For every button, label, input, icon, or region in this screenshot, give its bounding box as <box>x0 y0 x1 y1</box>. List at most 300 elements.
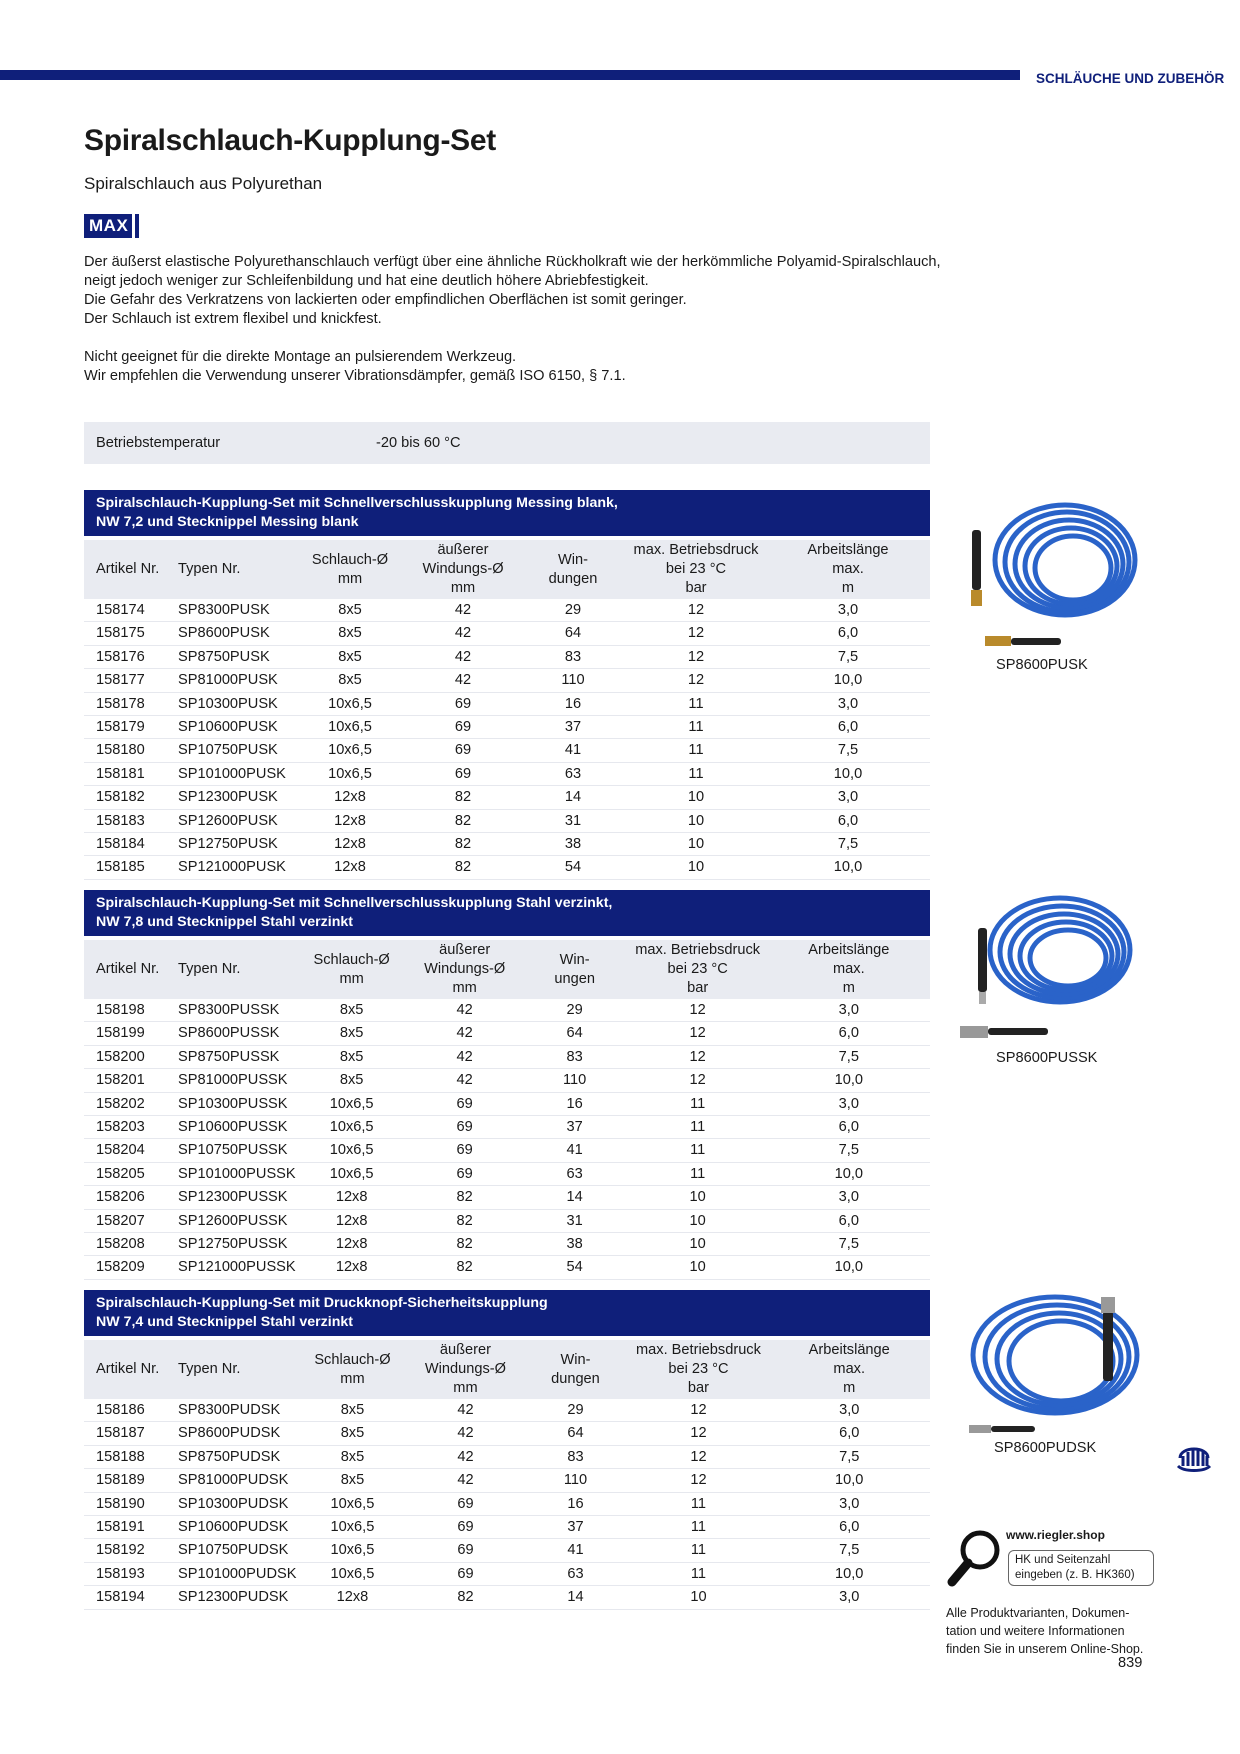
cell-art: 158203 <box>84 1116 168 1139</box>
cell-art: 158209 <box>84 1256 168 1279</box>
table-row <box>84 1209 930 1232</box>
cell-dia: 12x8 <box>294 786 406 809</box>
cell-win: 110 <box>520 669 626 692</box>
intro-text <box>84 253 944 386</box>
shop-url[interactable]: www.riegler.shop <box>1006 1528 1105 1542</box>
cell-win: 16 <box>522 1492 628 1515</box>
table-row <box>84 1539 930 1562</box>
table-row <box>84 1562 930 1585</box>
cell-win: 110 <box>522 1469 628 1492</box>
cell-art: 158208 <box>84 1233 168 1256</box>
cell-wdg: 42 <box>406 599 520 622</box>
cell-art: 158181 <box>84 762 168 785</box>
cell-len: 7,5 <box>768 1445 930 1468</box>
cell-typ: SP8300PUSK <box>168 599 294 622</box>
cell-bar: 12 <box>628 1045 768 1068</box>
cell-win: 29 <box>522 999 628 1022</box>
cell-typ: SP8750PUDSK <box>168 1445 296 1468</box>
cell-dia: 12x8 <box>296 1256 408 1279</box>
section-heading-line: Spiralschlauch-Kupplung-Set mit Schnellverschlusskupplung Stahl verzinkt, <box>96 895 613 911</box>
cell-dia: 10x6,5 <box>296 1539 408 1562</box>
cell-typ: SP12300PUSSK <box>168 1186 296 1209</box>
cell-wdg: 82 <box>408 1233 522 1256</box>
table-row <box>84 762 930 785</box>
cell-dia: 8x5 <box>296 1469 408 1492</box>
cell-bar: 12 <box>628 1445 768 1468</box>
table-row <box>84 1162 930 1185</box>
column-header-dia: Schlauch-Ø mm <box>296 1340 408 1399</box>
table-row <box>84 833 930 856</box>
cell-win: 29 <box>520 599 626 622</box>
cell-typ: SP10300PUSK <box>168 692 294 715</box>
cell-typ: SP121000PUSK <box>168 856 294 879</box>
column-header-bar: max. Betriebsdruck bei 23 °C bar <box>628 1340 768 1399</box>
magnifier-icon <box>946 1528 1002 1590</box>
cell-dia: 12x8 <box>294 809 406 832</box>
column-header-wdg: äußerer Windungs-Ø mm <box>406 540 520 599</box>
column-header-art: Artikel Nr. <box>84 1340 168 1399</box>
table-row <box>84 692 930 715</box>
shop-note-line: tation und weitere Informationen <box>946 1624 1125 1638</box>
cell-wdg: 69 <box>408 1539 522 1562</box>
table-row <box>84 599 930 622</box>
cell-win: 63 <box>520 762 626 785</box>
cell-typ: SP8600PUSSK <box>168 1022 296 1045</box>
cell-win: 54 <box>522 1256 628 1279</box>
shop-note-line: Alle Produktvarianten, Dokumen- <box>946 1606 1130 1620</box>
cell-art: 158179 <box>84 716 168 739</box>
cell-dia: 8x5 <box>296 1399 408 1422</box>
cell-art: 158199 <box>84 1022 168 1045</box>
column-header-typ: Typen Nr. <box>168 1340 296 1399</box>
cell-typ: SP8600PUSK <box>168 622 294 645</box>
image-caption: SP8600PUSK <box>996 657 1088 673</box>
column-header-win: Win- ungen <box>522 940 628 999</box>
cell-bar: 11 <box>628 1492 768 1515</box>
table-row <box>84 1233 930 1256</box>
cell-wdg: 69 <box>408 1492 522 1515</box>
cell-win: 38 <box>520 833 626 856</box>
cell-dia: 10x6,5 <box>296 1139 408 1162</box>
product-table <box>84 940 930 1280</box>
cell-win: 63 <box>522 1162 628 1185</box>
cell-wdg: 69 <box>408 1092 522 1115</box>
top-bar <box>0 70 1020 80</box>
cell-len: 7,5 <box>768 1539 930 1562</box>
spec-value: -20 bis 60 °C <box>376 435 461 451</box>
cell-win: 41 <box>520 739 626 762</box>
brand-label: MAX <box>84 214 132 238</box>
cell-len: 6,0 <box>768 1422 930 1445</box>
cell-dia: 8x5 <box>296 999 408 1022</box>
cell-dia: 8x5 <box>296 1445 408 1468</box>
cell-win: 38 <box>522 1233 628 1256</box>
intro-paragraph: Nicht geeignet für die direkte Montage an pulsierendem Werkzeug. <box>84 349 517 365</box>
cell-bar: 11 <box>628 1116 768 1139</box>
cell-art: 158177 <box>84 669 168 692</box>
cell-wdg: 82 <box>408 1209 522 1232</box>
cell-typ: SP12600PUSK <box>168 809 294 832</box>
cell-art: 158189 <box>84 1469 168 1492</box>
section-heading-line: Spiralschlauch-Kupplung-Set mit Schnellverschlusskupplung Messing blank, <box>96 495 618 511</box>
cell-bar: 12 <box>628 1422 768 1445</box>
column-header-art: Artikel Nr. <box>84 940 168 999</box>
cell-typ: SP12600PUSSK <box>168 1209 296 1232</box>
table-row <box>84 1256 930 1279</box>
cell-win: 14 <box>522 1586 628 1609</box>
cell-dia: 8x5 <box>294 645 406 668</box>
cell-dia: 10x6,5 <box>296 1562 408 1585</box>
intro-paragraph: Der Schlauch ist extrem flexibel und knickfest. <box>84 311 382 327</box>
cell-art: 158198 <box>84 999 168 1022</box>
cell-art: 158185 <box>84 856 168 879</box>
cell-typ: SP121000PUSSK <box>168 1256 296 1279</box>
shop-hint-line: eingeben (z. B. HK360) <box>1015 1569 1135 1581</box>
cell-dia: 10x6,5 <box>294 692 406 715</box>
cell-art: 158186 <box>84 1399 168 1422</box>
cell-art: 158180 <box>84 739 168 762</box>
cell-dia: 8x5 <box>294 622 406 645</box>
cell-dia: 8x5 <box>296 1422 408 1445</box>
cell-bar: 11 <box>628 1139 768 1162</box>
cell-dia: 12x8 <box>294 856 406 879</box>
cell-bar: 10 <box>628 1209 768 1232</box>
cell-art: 158176 <box>84 645 168 668</box>
brand-logo <box>84 214 139 238</box>
cell-dia: 8x5 <box>296 1045 408 1068</box>
cell-art: 158182 <box>84 786 168 809</box>
cell-dia: 10x6,5 <box>296 1116 408 1139</box>
cell-win: 110 <box>522 1069 628 1092</box>
cell-bar: 11 <box>626 692 766 715</box>
shop-note <box>946 1604 1156 1658</box>
cell-typ: SP10300PUSSK <box>168 1092 296 1115</box>
cell-win: 83 <box>520 645 626 668</box>
cell-len: 3,0 <box>768 1492 930 1515</box>
intro-paragraph: Die Gefahr des Verkratzens von lackierten oder empfindlichen Oberflächen ist somit geringer. <box>84 292 687 308</box>
cell-len: 3,0 <box>766 786 930 809</box>
cell-wdg: 42 <box>408 1022 522 1045</box>
cell-dia: 12x8 <box>294 833 406 856</box>
cell-len: 6,0 <box>768 1116 930 1139</box>
table-row <box>84 1069 930 1092</box>
column-header-wdg: äußerer Windungs-Ø mm <box>408 1340 522 1399</box>
cell-typ: SP12750PUSSK <box>168 1233 296 1256</box>
cell-typ: SP10600PUDSK <box>168 1516 296 1539</box>
section-heading-line: NW 7,8 und Stecknippel Stahl verzinkt <box>96 914 354 930</box>
page-subtitle: Spiralschlauch aus Polyurethan <box>84 174 323 193</box>
cell-len: 3,0 <box>768 1586 930 1609</box>
cell-art: 158204 <box>84 1139 168 1162</box>
section-heading <box>84 490 930 536</box>
cell-dia: 10x6,5 <box>294 762 406 785</box>
coiled-hose-icon <box>1174 1436 1214 1481</box>
cell-wdg: 69 <box>406 762 520 785</box>
cell-bar: 12 <box>626 669 766 692</box>
cell-wdg: 69 <box>408 1516 522 1539</box>
cell-len: 10,0 <box>768 1562 930 1585</box>
cell-typ: SP101000PUSK <box>168 762 294 785</box>
shop-hint-line: HK und Seitenzahl <box>1015 1554 1111 1566</box>
cell-wdg: 42 <box>406 669 520 692</box>
column-header-win: Win- dungen <box>522 1340 628 1399</box>
table-header-row <box>84 940 930 999</box>
page-title: Spiralschlauch-Kupplung-Set <box>84 124 496 157</box>
cell-wdg: 42 <box>406 622 520 645</box>
cell-art: 158206 <box>84 1186 168 1209</box>
cell-wdg: 42 <box>408 999 522 1022</box>
image-caption: SP8600PUDSK <box>994 1440 1097 1456</box>
table-row <box>84 999 930 1022</box>
cell-len: 10,0 <box>766 669 930 692</box>
cell-bar: 11 <box>626 739 766 762</box>
table-row <box>84 669 930 692</box>
table-row <box>84 1586 930 1609</box>
cell-dia: 12x8 <box>296 1186 408 1209</box>
image-caption: SP8600PUSSK <box>996 1050 1098 1066</box>
cell-wdg: 42 <box>408 1069 522 1092</box>
cell-len: 6,0 <box>766 809 930 832</box>
cell-art: 158187 <box>84 1422 168 1445</box>
cell-len: 7,5 <box>768 1045 930 1068</box>
cell-dia: 10x6,5 <box>296 1162 408 1185</box>
cell-len: 7,5 <box>766 645 930 668</box>
cell-len: 6,0 <box>768 1516 930 1539</box>
table-row <box>84 645 930 668</box>
cell-len: 3,0 <box>768 1092 930 1115</box>
cell-wdg: 82 <box>408 1256 522 1279</box>
cell-win: 14 <box>520 786 626 809</box>
cell-typ: SP81000PUSK <box>168 669 294 692</box>
cell-len: 7,5 <box>766 833 930 856</box>
table-row <box>84 1422 930 1445</box>
cell-dia: 10x6,5 <box>296 1516 408 1539</box>
intro-paragraph: Wir empfehlen die Verwendung unserer Vibrationsdämpfer, gemäß ISO 6150, § 7.1. <box>84 368 626 384</box>
cell-bar: 11 <box>628 1562 768 1585</box>
table-row <box>84 809 930 832</box>
cell-wdg: 42 <box>406 645 520 668</box>
section-heading <box>84 890 930 936</box>
column-header-len: Arbeitslänge max. m <box>768 1340 930 1399</box>
cell-wdg: 42 <box>408 1469 522 1492</box>
table-row <box>84 1492 930 1515</box>
cell-wdg: 82 <box>408 1586 522 1609</box>
cell-typ: SP8300PUDSK <box>168 1399 296 1422</box>
cell-dia: 8x5 <box>296 1022 408 1045</box>
cell-win: 41 <box>522 1539 628 1562</box>
cell-wdg: 69 <box>406 692 520 715</box>
cell-art: 158183 <box>84 809 168 832</box>
cell-len: 10,0 <box>768 1469 930 1492</box>
table-row <box>84 856 930 879</box>
cell-typ: SP10750PUSK <box>168 739 294 762</box>
cell-typ: SP81000PUDSK <box>168 1469 296 1492</box>
cell-len: 3,0 <box>768 1186 930 1209</box>
cell-bar: 12 <box>626 622 766 645</box>
cell-wdg: 82 <box>406 786 520 809</box>
cell-bar: 10 <box>628 1586 768 1609</box>
cell-typ: SP8300PUSSK <box>168 999 296 1022</box>
cell-typ: SP12300PUDSK <box>168 1586 296 1609</box>
cell-bar: 10 <box>628 1256 768 1279</box>
cell-bar: 12 <box>626 599 766 622</box>
cell-win: 64 <box>522 1422 628 1445</box>
cell-len: 3,0 <box>768 1399 930 1422</box>
table-row <box>84 1186 930 1209</box>
cell-wdg: 42 <box>408 1445 522 1468</box>
cell-typ: SP101000PUSSK <box>168 1162 296 1185</box>
cell-dia: 8x5 <box>294 669 406 692</box>
cell-wdg: 69 <box>408 1562 522 1585</box>
cell-win: 37 <box>522 1516 628 1539</box>
cell-bar: 12 <box>628 1022 768 1045</box>
table-row <box>84 1516 930 1539</box>
cell-typ: SP10300PUDSK <box>168 1492 296 1515</box>
cell-typ: SP10600PUSSK <box>168 1116 296 1139</box>
cell-win: 16 <box>520 692 626 715</box>
cell-bar: 12 <box>628 999 768 1022</box>
cell-win: 63 <box>522 1562 628 1585</box>
cell-len: 10,0 <box>766 762 930 785</box>
cell-win: 37 <box>520 716 626 739</box>
cell-win: 41 <box>522 1139 628 1162</box>
cell-art: 158175 <box>84 622 168 645</box>
cell-typ: SP10750PUDSK <box>168 1539 296 1562</box>
cell-wdg: 82 <box>406 809 520 832</box>
cell-wdg: 82 <box>408 1186 522 1209</box>
cell-len: 10,0 <box>768 1069 930 1092</box>
table-row <box>84 716 930 739</box>
cell-art: 158202 <box>84 1092 168 1115</box>
cell-typ: SP8600PUDSK <box>168 1422 296 1445</box>
cell-bar: 10 <box>628 1233 768 1256</box>
cell-len: 6,0 <box>768 1209 930 1232</box>
cell-dia: 10x6,5 <box>294 739 406 762</box>
column-header-bar: max. Betriebsdruck bei 23 °C bar <box>626 540 766 599</box>
cell-wdg: 69 <box>406 716 520 739</box>
cell-typ: SP12750PUSK <box>168 833 294 856</box>
cell-art: 158192 <box>84 1539 168 1562</box>
product-table <box>84 1340 930 1610</box>
cell-win: 83 <box>522 1445 628 1468</box>
table-header-row <box>84 1340 930 1399</box>
cell-bar: 12 <box>626 645 766 668</box>
product-image-pudsk <box>955 1285 1155 1445</box>
product-section <box>84 890 930 1280</box>
column-header-wdg: äußerer Windungs-Ø mm <box>408 940 522 999</box>
table-row <box>84 1445 930 1468</box>
cell-wdg: 69 <box>408 1162 522 1185</box>
cell-len: 7,5 <box>768 1139 930 1162</box>
cell-bar: 11 <box>626 716 766 739</box>
product-image-pusk <box>955 490 1155 650</box>
cell-typ: SP8750PUSSK <box>168 1045 296 1068</box>
cell-len: 7,5 <box>768 1233 930 1256</box>
cell-wdg: 69 <box>408 1116 522 1139</box>
cell-typ: SP10600PUSK <box>168 716 294 739</box>
cell-art: 158174 <box>84 599 168 622</box>
cell-len: 6,0 <box>768 1022 930 1045</box>
table-row <box>84 622 930 645</box>
cell-art: 158201 <box>84 1069 168 1092</box>
cell-dia: 10x6,5 <box>296 1092 408 1115</box>
cell-bar: 10 <box>626 833 766 856</box>
cell-win: 29 <box>522 1399 628 1422</box>
cell-art: 158205 <box>84 1162 168 1185</box>
table-row <box>84 1399 930 1422</box>
cell-win: 16 <box>522 1092 628 1115</box>
cell-bar: 12 <box>628 1399 768 1422</box>
column-header-art: Artikel Nr. <box>84 540 168 599</box>
table-row <box>84 1139 930 1162</box>
cell-dia: 10x6,5 <box>296 1492 408 1515</box>
cell-win: 54 <box>520 856 626 879</box>
cell-typ: SP81000PUSSK <box>168 1069 296 1092</box>
cell-typ: SP8750PUSK <box>168 645 294 668</box>
column-header-typ: Typen Nr. <box>168 540 294 599</box>
cell-art: 158178 <box>84 692 168 715</box>
brand-bar <box>135 214 139 238</box>
page-number: 839 <box>1118 1655 1143 1671</box>
column-header-len: Arbeitslänge max. m <box>768 940 930 999</box>
shop-note-line: finden Sie in unserem Online-Shop. <box>946 1642 1144 1656</box>
spec-row <box>84 422 930 464</box>
cell-wdg: 69 <box>406 739 520 762</box>
cell-bar: 11 <box>628 1539 768 1562</box>
cell-art: 158194 <box>84 1586 168 1609</box>
section-heading <box>84 1290 930 1336</box>
cell-len: 3,0 <box>766 599 930 622</box>
cell-win: 37 <box>522 1116 628 1139</box>
cell-bar: 11 <box>628 1516 768 1539</box>
column-header-dia: Schlauch-Ø mm <box>296 940 408 999</box>
spec-label: Betriebstemperatur <box>96 435 221 451</box>
table-header-row <box>84 540 930 599</box>
cell-wdg: 42 <box>408 1422 522 1445</box>
cell-bar: 11 <box>626 762 766 785</box>
category-label: SCHLÄUCHE UND ZUBEHÖR <box>1036 71 1225 86</box>
cell-wdg: 69 <box>408 1139 522 1162</box>
section-heading-line: NW 7,2 und Stecknippel Messing blank <box>96 514 359 530</box>
shop-hint-box <box>1008 1550 1154 1586</box>
section-heading-line: Spiralschlauch-Kupplung-Set mit Druckknopf-Sicherheitskupplung <box>96 1295 548 1311</box>
product-table <box>84 540 930 880</box>
cell-win: 31 <box>522 1209 628 1232</box>
table-row <box>84 1092 930 1115</box>
cell-dia: 10x6,5 <box>294 716 406 739</box>
intro-paragraph: Der äußerst elastische Polyurethanschlauch verfügt über eine ähnliche Rückholkraft wie der herkömmliche Polyamid-Spiralschlauch, neigt jedoch weniger zur Schleifenbildung und hat eine deutlich höhere Abriebfestigkeit. <box>84 254 941 289</box>
cell-wdg: 82 <box>406 856 520 879</box>
cell-bar: 10 <box>626 856 766 879</box>
cell-win: 31 <box>520 809 626 832</box>
cell-bar: 10 <box>628 1186 768 1209</box>
cell-typ: SP10750PUSSK <box>168 1139 296 1162</box>
section-heading-line: NW 7,4 und Stecknippel Stahl verzinkt <box>96 1314 354 1330</box>
cell-typ: SP101000PUDSK <box>168 1562 296 1585</box>
table-row <box>84 1116 930 1139</box>
cell-len: 10,0 <box>768 1256 930 1279</box>
cell-dia: 12x8 <box>296 1209 408 1232</box>
table-row <box>84 1469 930 1492</box>
cell-bar: 12 <box>628 1069 768 1092</box>
cell-typ: SP12300PUSK <box>168 786 294 809</box>
cell-len: 7,5 <box>766 739 930 762</box>
product-image-pussk <box>940 888 1140 1048</box>
cell-bar: 12 <box>628 1469 768 1492</box>
cell-len: 10,0 <box>768 1162 930 1185</box>
cell-art: 158193 <box>84 1562 168 1585</box>
product-section <box>84 490 930 880</box>
